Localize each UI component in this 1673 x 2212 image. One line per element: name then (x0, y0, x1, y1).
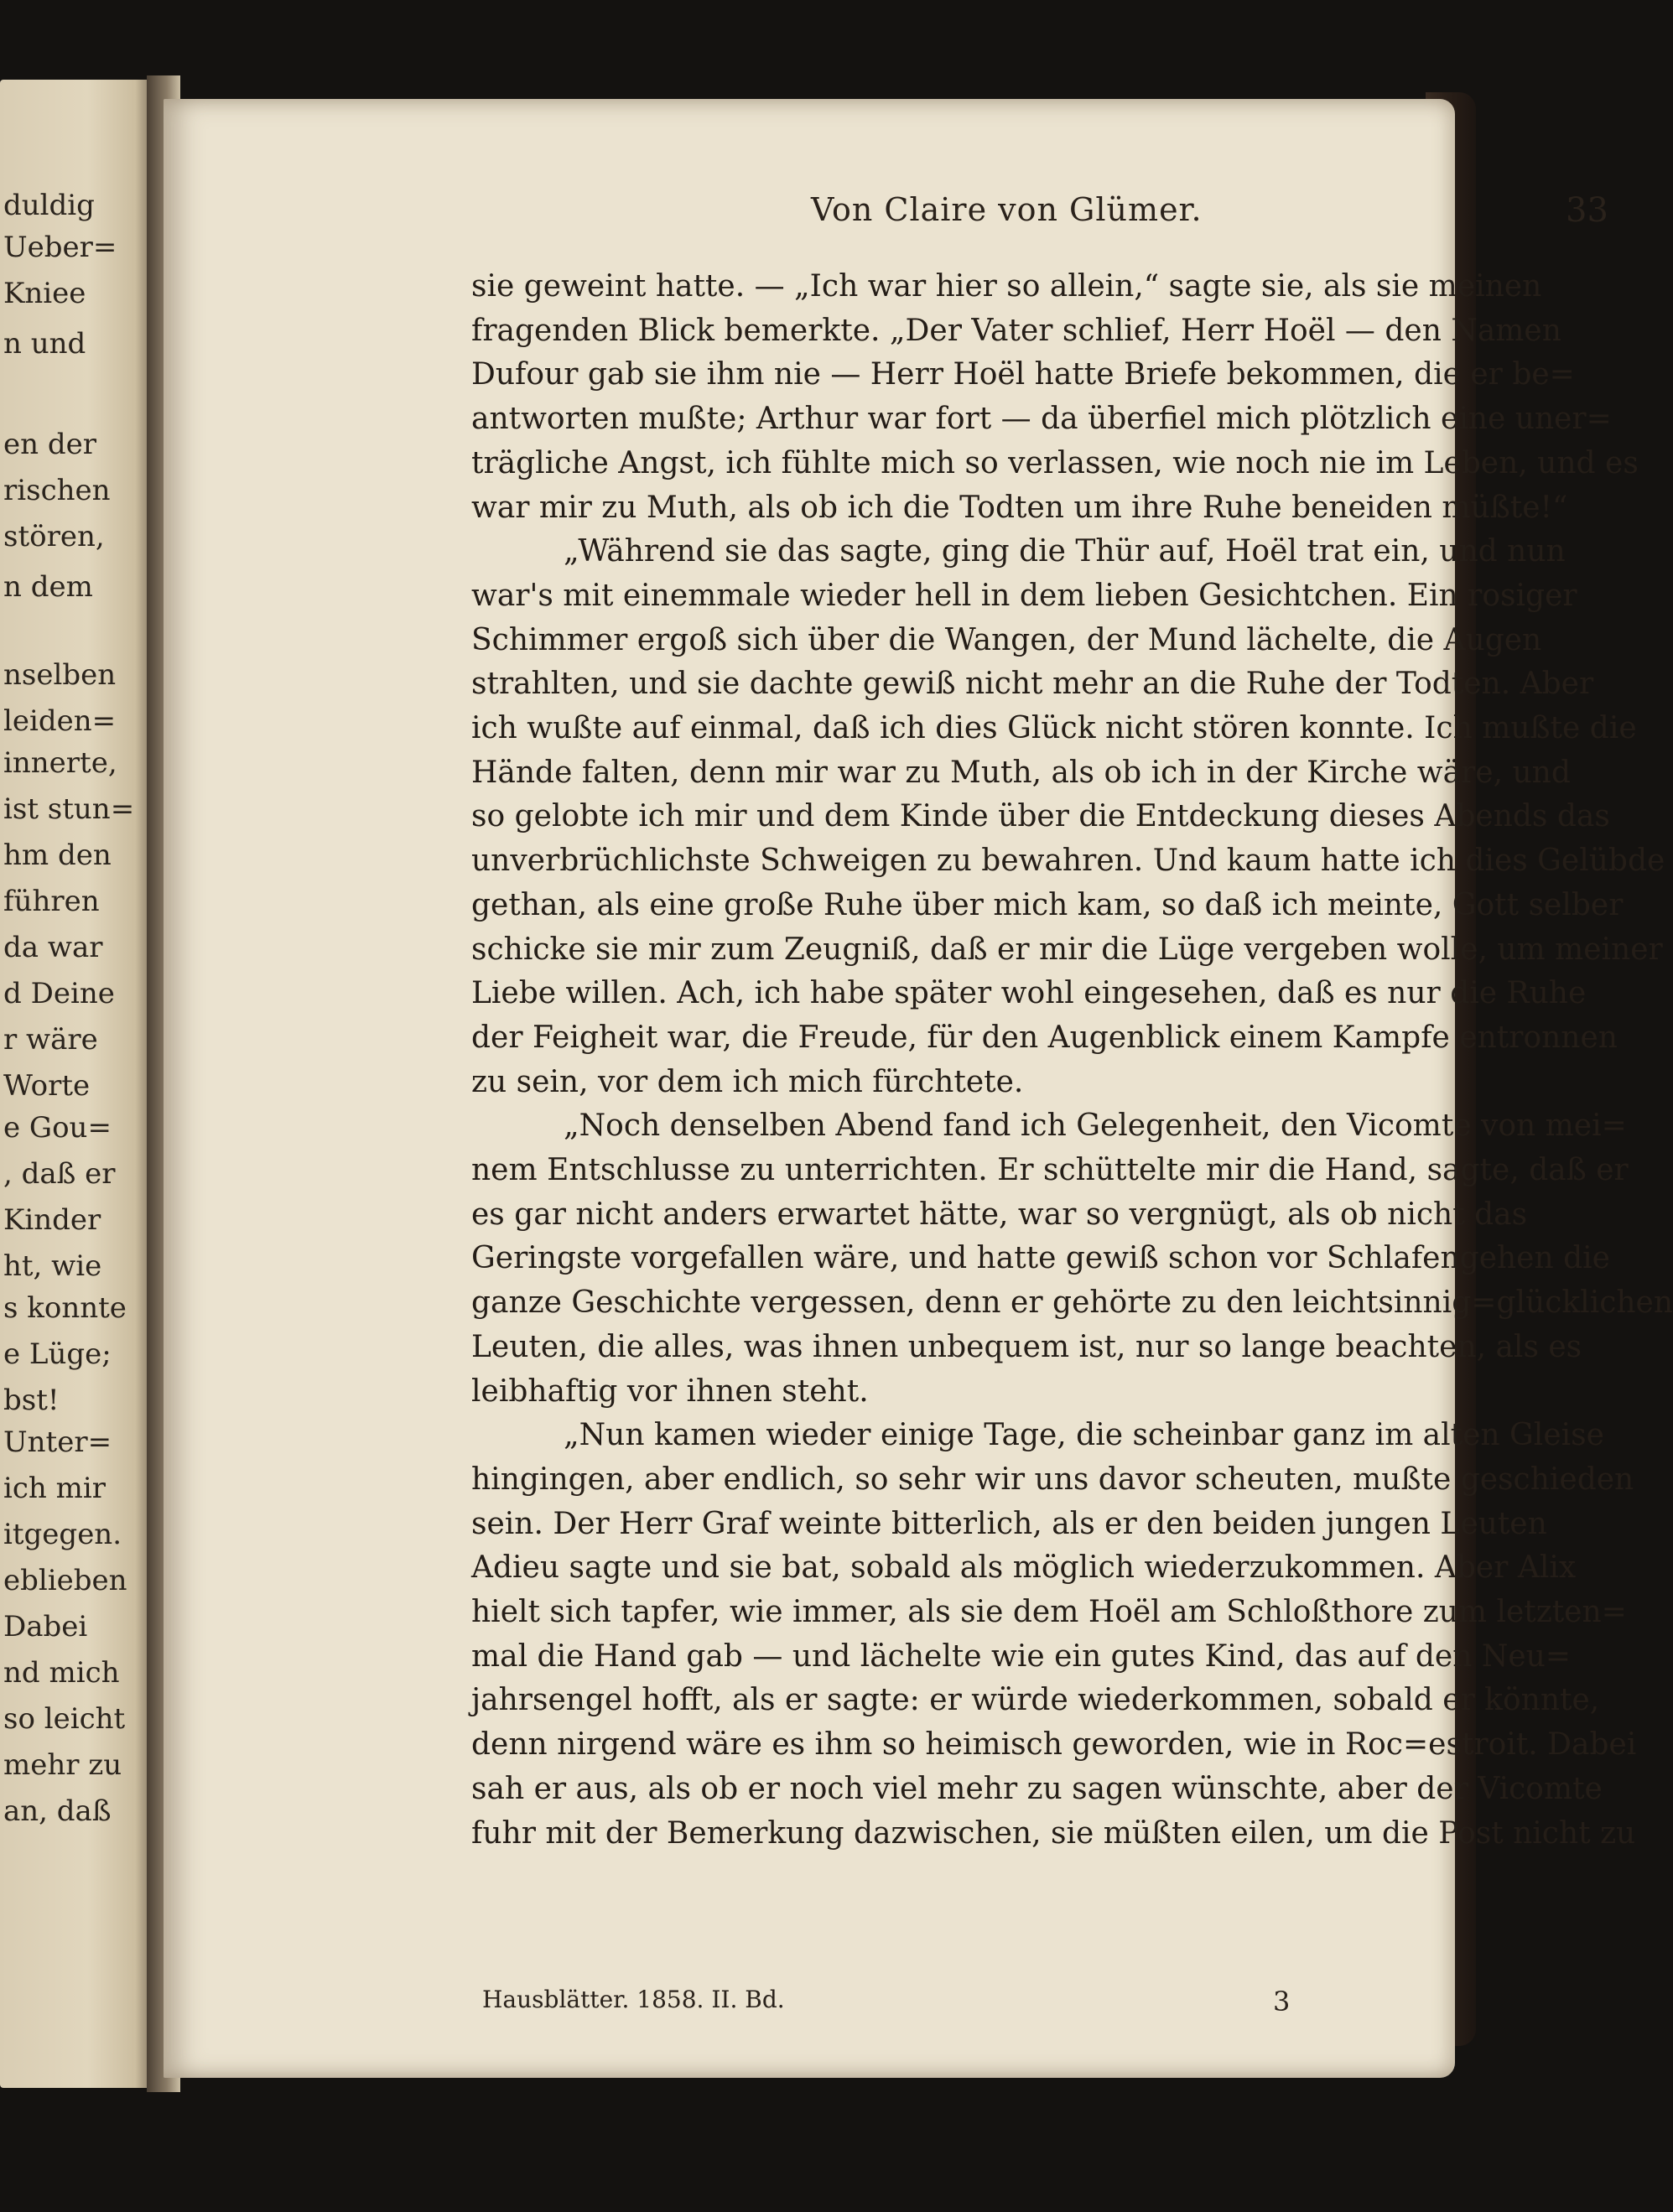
text-line: jahrsengel hofft, als er sagte: er würde wiederkommen, sobald er könnte, (471, 1683, 1600, 1718)
text-line: war's mit einemmale wieder hell in dem lieben Gesichtchen. Ein rosiger (471, 578, 1577, 613)
page-number: 33 (1566, 191, 1608, 230)
previous-page-fragment: so leicht (3, 1702, 126, 1736)
previous-page-fragment: Unter= (3, 1425, 112, 1459)
text-line: „Während sie das sagte, ging die Thür auf, Hoël trat ein, und nun (564, 534, 1566, 569)
text-line: ganze Geschichte vergessen, denn er gehörte zu den leichtsinnig=glücklichen (471, 1285, 1673, 1321)
previous-page-fragment: bst! (3, 1384, 60, 1417)
text-line: mal die Hand gab — und lächelte wie ein gutes Kind, das auf den Neu= (471, 1638, 1571, 1674)
previous-page-fragment: nd mich (3, 1656, 120, 1690)
previous-page-fragment: Ueber= (3, 231, 117, 264)
text-line: Dufour gab sie ihm nie — Herr Hoël hatte Briefe bekommen, die er be= (471, 357, 1575, 392)
text-line: leibhaftig vor ihnen steht. (471, 1373, 869, 1409)
text-line: es gar nicht anders erwartet hätte, war so vergnügt, als ob nicht das (471, 1197, 1528, 1232)
previous-page-fragment: Kniee (3, 277, 86, 310)
previous-page-fragment: rischen (3, 474, 111, 507)
text-line: strahlten, und sie dachte gewiß nicht mehr an die Ruhe der Todten. Aber (471, 667, 1594, 702)
text-line: der Feigheit war, die Freude, für den Augenblick einem Kampfe entronnen (471, 1020, 1618, 1055)
running-title: Von Claire von Glümer. (811, 191, 1203, 228)
text-line: Leuten, die alles, was ihnen unbequem ist, nur so lange beachten, als es (471, 1329, 1582, 1364)
previous-page-fragment: innerte, (3, 746, 117, 780)
text-line: Geringste vorgefallen wäre, und hatte gewiß schon vor Schlafengehen die (471, 1241, 1610, 1276)
previous-page-fragment: stören, (3, 520, 105, 553)
text-line: unverbrüchlichste Schweigen zu bewahren. Und kaum hatte ich dies Gelübde (471, 844, 1665, 879)
previous-page-fragment: leiden= (3, 704, 117, 738)
text-line: antworten mußte; Arthur war fort — da überfiel mich plötzlich eine uner= (471, 402, 1612, 437)
previous-page-fragment: d Deine (3, 977, 115, 1010)
text-line: sie geweint hatte. — „Ich war hier so allein,“ sagte sie, als sie meinen (471, 269, 1542, 304)
previous-page-fragment: duldig (3, 189, 95, 222)
previous-page-fragment: Dabei (3, 1610, 88, 1643)
text-line: zu sein, vor dem ich mich fürchtete. (471, 1064, 1024, 1099)
text-line: nem Entschlusse zu unterrichten. Er schüttelte mir die Hand, sagte, daß er (471, 1153, 1629, 1187)
previous-page-fragment: eblieben (3, 1564, 127, 1597)
previous-page-fragment: nselben (3, 658, 117, 692)
text-line: Hände falten, denn mir war zu Muth, als ob ich in der Kirche wäre, und (471, 755, 1571, 790)
text-line: Schimmer ergoß sich über die Wangen, der Mund lächelte, die Augen (471, 622, 1542, 657)
text-line: trägliche Angst, ich fühlte mich so verlassen, wie noch nie im Leben, und es (471, 445, 1639, 480)
previous-page-fragment: mehr zu (3, 1748, 122, 1782)
text-line: Adieu sagte und sie bat, sobald als möglich wiederzukommen. Aber Alix (471, 1550, 1577, 1586)
footer-source: Hausblätter. 1858. II. Bd. (482, 1986, 785, 2013)
page-header (474, 191, 1608, 241)
previous-page-fragment: ht, wie (3, 1249, 102, 1283)
previous-page-fragment: Kinder (3, 1203, 101, 1237)
previous-page-fragment: s konnte (3, 1291, 127, 1325)
previous-page-edge (0, 80, 159, 2088)
previous-page-fragment: an, daß (3, 1794, 112, 1828)
book-page (164, 99, 1673, 2078)
previous-page-fragment: en der (3, 428, 96, 461)
text-line: Liebe willen. Ach, ich habe später wohl eingesehen, daß es nur die Ruhe (471, 976, 1587, 1011)
text-line: fragenden Blick bemerkte. „Der Vater schlief, Herr Hoël — den Namen (471, 313, 1561, 348)
text-line: „Nun kamen wieder einige Tage, die scheinbar ganz im alten Gleise (564, 1418, 1604, 1453)
previous-page-fragment: itgegen. (3, 1518, 122, 1551)
previous-page-fragment: n dem (3, 570, 93, 604)
previous-page-fragment: hm den (3, 839, 112, 872)
text-line: so gelobte ich mir und dem Kinde über die Entdeckung dieses Abends das (471, 799, 1610, 834)
previous-page-fragment: e Lüge; (3, 1337, 112, 1371)
text-line: „Noch denselben Abend fand ich Gelegenheit, den Vicomte von mei= (564, 1109, 1627, 1144)
previous-page-fragment: n und (3, 327, 86, 361)
text-line: gethan, als eine große Ruhe über mich kam, so daß ich meinte, Gott selber (471, 887, 1624, 922)
previous-page-fragment: ist stun= (3, 792, 135, 826)
text-line: hielt sich tapfer, wie immer, als sie dem Hoël am Schloßthore zum letzten= (471, 1595, 1627, 1629)
text-line: sein. Der Herr Graf weinte bitterlich, als er den beiden jungen Leuten (471, 1506, 1547, 1541)
previous-page-fragment: da war (3, 931, 103, 964)
text-line: fuhr mit der Bemerkung dazwischen, sie müßten eilen, um die Post nicht zu (471, 1815, 1636, 1851)
previous-page-fragment: , daß er (3, 1157, 116, 1191)
previous-page-fragment: führen (3, 885, 100, 918)
text-line: ich wußte auf einmal, daß ich dies Glück nicht stören konnte. Ich mußte die (471, 711, 1637, 745)
previous-page-fragment: ich mir (3, 1472, 106, 1505)
text-line: sah er aus, als ob er noch viel mehr zu sagen wünschte, aber der Vicomte (471, 1771, 1603, 1806)
previous-page-fragment: Worte (3, 1069, 91, 1103)
signature-mark: 3 (1273, 1986, 1291, 2017)
text-line: denn nirgend wäre es ihm so heimisch geworden, wie in Roc=estroit. Dabei (471, 1727, 1637, 1763)
text-line: war mir zu Muth, als ob ich die Todten um ihre Ruhe beneiden müßte!“ (471, 490, 1568, 525)
previous-page-fragment: r wäre (3, 1023, 98, 1057)
text-line: hingingen, aber endlich, so sehr wir uns davor scheuten, mußte geschieden (471, 1462, 1634, 1497)
text-line: schicke sie mir zum Zeugniß, daß er mir die Lüge vergeben wolle, um meiner (471, 932, 1663, 967)
page-footer (482, 1986, 1463, 2028)
previous-page-fragment: e Gou= (3, 1111, 112, 1145)
